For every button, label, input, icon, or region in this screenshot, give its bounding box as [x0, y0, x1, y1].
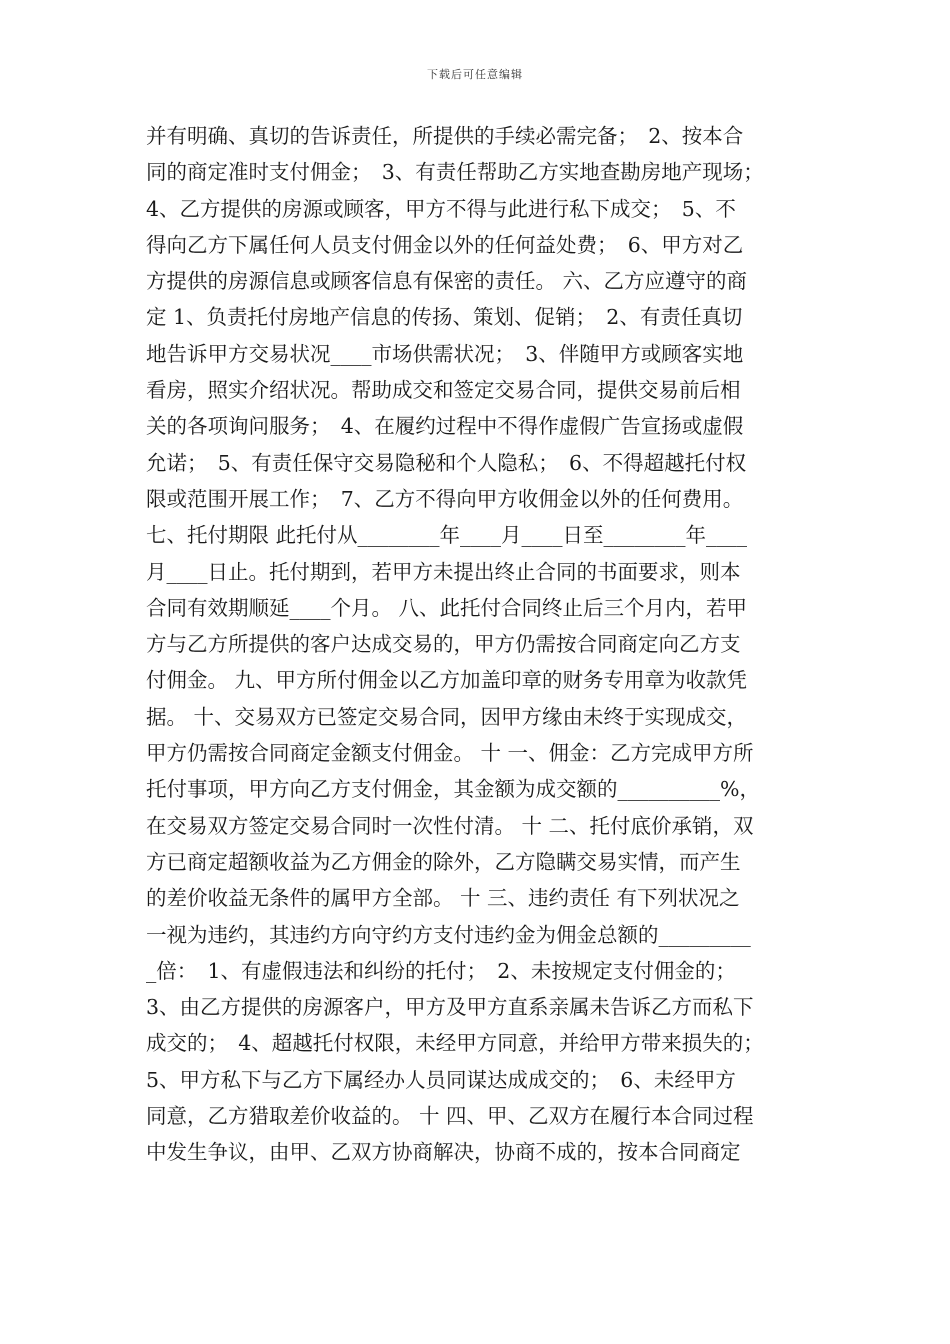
- body-line: 3、由乙方提供的房源客户，甲方及甲方直系亲属未告诉乙方而私下: [146, 995, 754, 1020]
- contract-body-text: [146, 118, 810, 1171]
- body-line: 限或范围开展工作； 7、乙方不得向甲方收佣金以外的任何费用。: [146, 486, 744, 511]
- body-line: 看房，照实介绍状况。帮助成交和签定交易合同，提供交易前后相: [146, 378, 741, 403]
- body-line: _倍： 1、有虚假违法和纠纷的托付； 2、未按规定支付佣金的；: [146, 958, 736, 983]
- body-line: 七、托付期限 此托付从________年____月____日至________年____: [146, 523, 748, 548]
- body-line: 同意，乙方猎取差价收益的。 十 四、甲、乙双方在履行本合同过程: [146, 1104, 754, 1129]
- body-line: 甲方仍需按合同商定金额支付佣金。 十 一、佣金：乙方完成甲方所: [146, 741, 754, 766]
- body-line: 并有明确、真切的告诉责任，所提供的手续必需完备； 2、按本合: [146, 124, 744, 148]
- body-line: 的差价收益无条件的属甲方全部。 十 三、违约责任 有下列状况之: [146, 886, 740, 911]
- body-line: 月____日止。托付期到，若甲方未提出终止合同的书面要求，则本: [146, 559, 741, 584]
- body-line: 方已商定超额收益为乙方佣金的除外，乙方隐瞒交易实情，而产生: [146, 849, 741, 874]
- body-line: 定 1、负责托付房地产信息的传扬、策划、促销； 2、有责任真切: [146, 305, 743, 330]
- body-line: 得向乙方下属任何人员支付佣金以外的任何益处费； 6、甲方对乙: [146, 232, 744, 257]
- body-line: 方与乙方所提供的客户达成交易的，甲方仍需按合同商定向乙方支: [146, 632, 741, 657]
- page-header: 下载后可任意编辑: [427, 68, 523, 81]
- body-line: 成交的； 4、超越托付权限，未经甲方同意，并给甲方带来损失的；: [146, 1031, 764, 1056]
- body-line: 在交易双方签定交易合同时一次性付清。 十 二、托付底价承销，双: [146, 813, 754, 838]
- body-line: 合同有效期顺延____个月。 八、此托付合同终止后三个月内，若甲: [146, 595, 748, 620]
- body-line: 4、乙方提供的房源或顾客，甲方不得与此进行私下成交； 5、不: [146, 196, 736, 221]
- body-line: 托付事项，甲方向乙方支付佣金，其金额为成交额的__________%，: [146, 777, 760, 802]
- body-line: 方提供的房源信息或顾客信息有保密的责任。 六、乙方应遵守的商: [146, 269, 748, 294]
- body-line: 允诺； 5、有责任保守交易隐秘和个人隐私； 6、不得超越托付权: [146, 450, 747, 475]
- body-line: 地告诉甲方交易状况____市场供需状况； 3、伴随甲方或顾客实地: [146, 341, 744, 366]
- body-line: 同的商定准时支付佣金； 3、有责任帮助乙方实地查勘房地产现场；: [146, 160, 764, 185]
- body-line: 关的各项询问服务； 4、在履约过程中不得作虚假广告宣扬或虚假: [146, 414, 744, 439]
- body-line: 付佣金。 九、甲方所付佣金以乙方加盖印章的财务专用章为收款凭: [146, 668, 748, 693]
- body-line: 中发生争议，由甲、乙双方协商解决，协商不成的，按本合同商定: [146, 1140, 741, 1165]
- body-line: 据。 十、交易双方已签定交易合同，因甲方缘由未终于实现成交，: [146, 704, 748, 729]
- body-line: 5、甲方私下与乙方下属经办人员同谋达成成交的； 6、未经甲方: [146, 1067, 736, 1092]
- body-line: 一视为违约，其违约方向守约方支付违约金为佣金总额的_________: [146, 922, 751, 947]
